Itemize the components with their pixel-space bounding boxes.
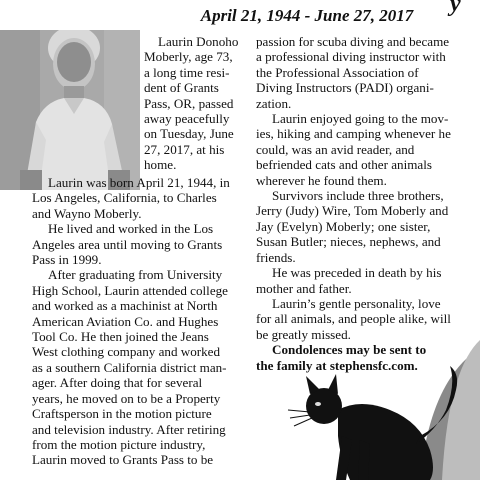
text-line: Jay (Evelyn) Moberly; one sister, xyxy=(256,218,431,234)
portrait-photo xyxy=(0,30,140,190)
text-line: He was preceded in death by his xyxy=(272,265,442,281)
paragraph-birth xyxy=(32,175,248,221)
text-line: Laurin moved to Grants Pass to be xyxy=(32,452,214,468)
text-line: Craftsperson in the motion picture xyxy=(32,406,212,422)
paragraph-hobbies xyxy=(256,111,478,188)
text-line: the family at stephensfc.com. xyxy=(256,357,418,373)
text-line: as a southern California district man- xyxy=(32,359,227,375)
paragraph-residence xyxy=(32,221,248,267)
intro-line: on Tuesday, June xyxy=(144,126,234,142)
text-line: Laurin enjoyed going to the mov- xyxy=(272,111,449,127)
intro-line: away peacefully xyxy=(144,111,230,127)
title-fragment: y xyxy=(450,0,461,17)
paragraph-survivors xyxy=(256,188,478,265)
text-line: and Wayno Moberly. xyxy=(32,205,142,221)
paragraph-preceded xyxy=(256,265,478,296)
text-line: the Professional Association of xyxy=(256,64,419,80)
text-line: Survivors include three brothers, xyxy=(272,188,444,204)
text-line: West clothing company and worked xyxy=(32,344,221,360)
text-line: ies, hiking and camping whenever he xyxy=(256,126,451,142)
portrait-image xyxy=(0,30,140,190)
text-line: could, was an avid reader, and xyxy=(256,141,415,157)
intro-line: home. xyxy=(144,157,177,173)
text-line: befriended cats and other animals xyxy=(256,157,432,173)
intro-line: dent of Grants xyxy=(144,80,219,96)
text-line: a professional diving instructor with xyxy=(256,49,446,65)
life-dates: April 21, 1944 - June 27, 2017 xyxy=(200,6,414,25)
text-line: wherever he found them. xyxy=(256,172,387,188)
text-line: He lived and worked in the Los xyxy=(48,221,214,237)
text-line: be greatly missed. xyxy=(256,326,351,342)
paragraph-career xyxy=(32,267,248,467)
paragraph-remembrance xyxy=(256,296,478,342)
text-line: Condolences may be sent to xyxy=(272,342,427,358)
text-line: Pass in 1999. xyxy=(32,252,102,268)
cat-decoration xyxy=(280,340,480,480)
text-line: Jerry (Judy) Wire, Tom Moberly and xyxy=(256,203,449,219)
text-line: ager. After doing that for several xyxy=(32,375,203,391)
text-line: Laurin was born April 21, 1944, in xyxy=(48,175,230,190)
black-cat-icon xyxy=(280,340,480,480)
text-line: Tool Co. He then joined the Jeans xyxy=(32,329,209,345)
text-column-right xyxy=(256,34,478,373)
intro-line: Moberly, age 73, xyxy=(144,49,233,65)
intro-line: Laurin Donoho xyxy=(158,34,239,49)
text-line: After graduating from University xyxy=(48,267,223,283)
text-line: Los Angeles, California, to Charles xyxy=(32,190,217,206)
intro-text xyxy=(144,34,252,173)
text-line: High School, Laurin attended college xyxy=(32,282,228,298)
text-line: zation. xyxy=(256,95,292,111)
text-line: and television industry. After retiring xyxy=(32,421,226,437)
text-line: years, he moved on to be a Property xyxy=(32,390,221,406)
text-line: from the motion picture industry, xyxy=(32,436,206,452)
text-line: for all animals, and people alike, will xyxy=(256,311,451,327)
text-line: mother and father. xyxy=(256,280,352,296)
text-line: American Aviation Co. and Hughes xyxy=(32,313,219,329)
text-line: Susan Butler; nieces, nephews, and xyxy=(256,234,441,250)
intro-line: a long time resi- xyxy=(144,64,230,80)
text-line: friends. xyxy=(256,249,296,265)
text-line: passion for scuba diving and became xyxy=(256,34,450,49)
intro-line: 27, 2017, at his xyxy=(144,141,225,157)
text-line: Diving Instructors (PADI) organi- xyxy=(256,80,434,96)
text-line: and worked as a machinist at North xyxy=(32,298,218,314)
intro-line: Pass, OR, passed xyxy=(144,95,234,111)
text-line: Angeles area until moving to Grants xyxy=(32,236,223,252)
paragraph-diving xyxy=(256,34,478,111)
text-column-left xyxy=(32,175,248,468)
text-line: Laurin’s gentle personality, love xyxy=(272,295,441,311)
